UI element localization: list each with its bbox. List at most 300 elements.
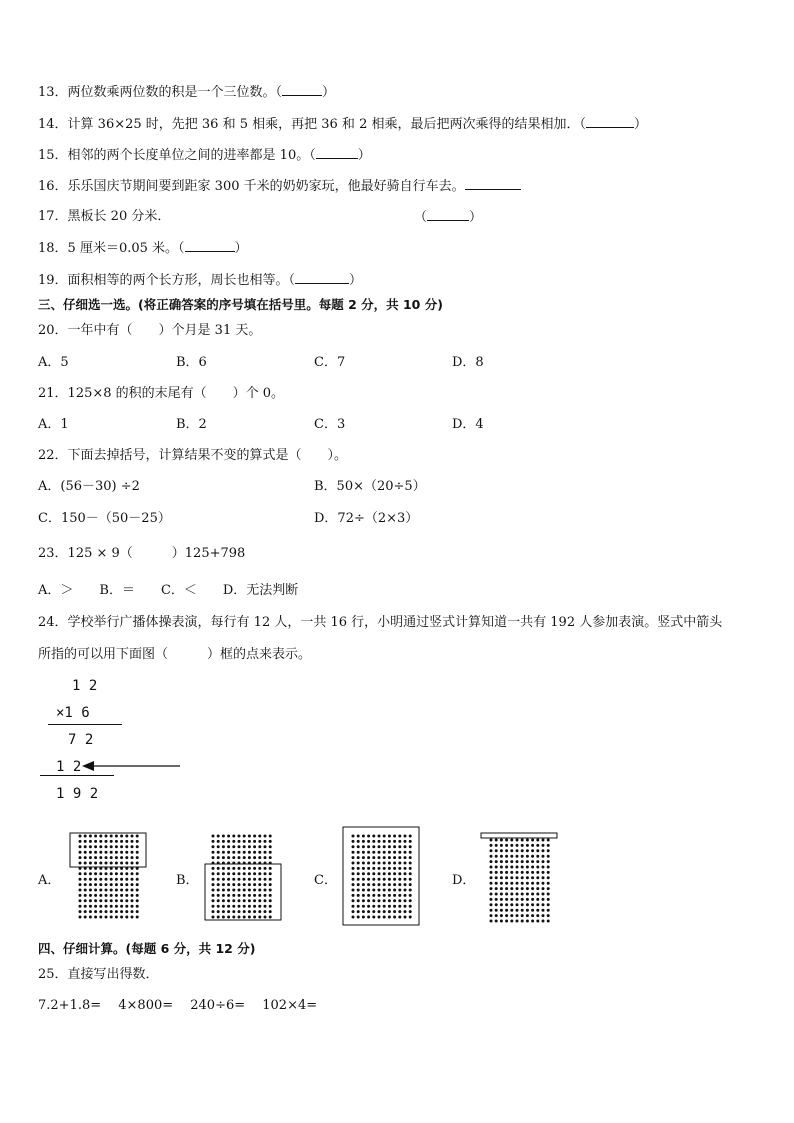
dot bbox=[510, 914, 513, 917]
q21-option-d[interactable]: D．4 bbox=[452, 417, 484, 432]
dot bbox=[490, 893, 493, 896]
dot bbox=[217, 910, 220, 913]
dot bbox=[125, 894, 128, 897]
dot bbox=[258, 899, 261, 902]
dot bbox=[404, 851, 407, 854]
dot bbox=[243, 899, 246, 902]
dot bbox=[409, 835, 412, 838]
dot bbox=[232, 905, 235, 908]
dot bbox=[516, 882, 519, 885]
dot bbox=[367, 889, 370, 892]
dot bbox=[393, 899, 396, 902]
dot bbox=[393, 835, 396, 838]
dot bbox=[495, 844, 498, 847]
dot bbox=[383, 889, 386, 892]
dot bbox=[352, 840, 355, 843]
dot bbox=[510, 920, 513, 923]
dot bbox=[531, 887, 534, 890]
dot bbox=[238, 878, 241, 881]
dot bbox=[212, 878, 215, 881]
dot bbox=[94, 878, 97, 881]
dot bbox=[521, 903, 524, 906]
answer-blank[interactable] bbox=[295, 271, 349, 284]
dot bbox=[222, 899, 225, 902]
dot bbox=[264, 883, 267, 886]
dot bbox=[367, 883, 370, 886]
dot bbox=[490, 876, 493, 879]
dot bbox=[516, 860, 519, 863]
dot bbox=[227, 867, 230, 870]
dot bbox=[89, 899, 92, 902]
dot bbox=[490, 849, 493, 852]
dot bbox=[243, 878, 246, 881]
dot bbox=[264, 916, 267, 919]
dot bbox=[89, 889, 92, 892]
dot bbox=[105, 856, 108, 859]
q21-option-b[interactable]: B．2 bbox=[176, 417, 207, 432]
dot bbox=[253, 905, 256, 908]
dot bbox=[372, 845, 375, 848]
dot bbox=[264, 905, 267, 908]
q22-option-d[interactable]: D．72÷（2×3） bbox=[314, 511, 419, 526]
dot bbox=[131, 905, 134, 908]
dot bbox=[383, 883, 386, 886]
dot bbox=[521, 909, 524, 912]
dot bbox=[84, 916, 87, 919]
dot bbox=[542, 866, 545, 869]
dot bbox=[264, 910, 267, 913]
dot bbox=[362, 867, 365, 870]
dot bbox=[357, 883, 360, 886]
dot bbox=[84, 910, 87, 913]
dot bbox=[352, 894, 355, 897]
dot bbox=[248, 883, 251, 886]
dot bbox=[500, 898, 503, 901]
q21-option-a[interactable]: A．1 bbox=[38, 417, 69, 432]
dot bbox=[521, 855, 524, 858]
dot bbox=[269, 835, 272, 838]
dot bbox=[110, 851, 113, 854]
dot bbox=[115, 910, 118, 913]
dot bbox=[243, 905, 246, 908]
judge-item-18: 18．5 厘米＝0.05 米。（ ） bbox=[38, 241, 248, 256]
q20-option-d[interactable]: D．8 bbox=[452, 355, 484, 370]
dot bbox=[490, 898, 493, 901]
dot bbox=[217, 905, 220, 908]
dot bbox=[510, 849, 513, 852]
dot bbox=[536, 903, 539, 906]
dot bbox=[264, 851, 267, 854]
dot bbox=[238, 851, 241, 854]
dot bbox=[531, 903, 534, 906]
dot bbox=[94, 862, 97, 865]
calc-line-1 bbox=[48, 724, 122, 725]
dot bbox=[352, 916, 355, 919]
dot bbox=[521, 898, 524, 901]
dot-grid-c[interactable] bbox=[342, 826, 432, 926]
dot bbox=[490, 882, 493, 885]
dot bbox=[362, 889, 365, 892]
dot bbox=[125, 899, 128, 902]
dot bbox=[383, 856, 386, 859]
dot bbox=[404, 916, 407, 919]
dot bbox=[120, 894, 123, 897]
dot bbox=[89, 840, 92, 843]
frame-d bbox=[481, 833, 557, 838]
dot bbox=[89, 883, 92, 886]
dot bbox=[227, 916, 230, 919]
dot bbox=[526, 914, 529, 917]
dot bbox=[79, 889, 82, 892]
dot bbox=[542, 920, 545, 923]
dot bbox=[79, 883, 82, 886]
dot bbox=[409, 845, 412, 848]
section-3-title: 三、仔细选一选。(将正确答案的序号填在括号里。每题 2 分，共 10 分) bbox=[38, 297, 443, 312]
dot-grid-b[interactable] bbox=[204, 830, 294, 930]
dot bbox=[362, 856, 365, 859]
dot bbox=[238, 894, 241, 897]
dot bbox=[378, 883, 381, 886]
q24-stem-line1: 24．学校举行广播体操表演，每行有 12 人，一共 16 行，小明通过竖式计算知道一共有 192 人参加表演。竖式中箭头 bbox=[38, 615, 723, 630]
dot bbox=[89, 910, 92, 913]
dot bbox=[526, 882, 529, 885]
dot bbox=[212, 889, 215, 892]
dot bbox=[536, 860, 539, 863]
q20-option-b[interactable]: B．6 bbox=[176, 355, 207, 370]
dot bbox=[500, 866, 503, 869]
dot bbox=[378, 856, 381, 859]
dot bbox=[521, 844, 524, 847]
dot bbox=[536, 920, 539, 923]
dot bbox=[131, 862, 134, 865]
dot bbox=[536, 898, 539, 901]
dot bbox=[398, 878, 401, 881]
dot bbox=[393, 845, 396, 848]
dot bbox=[521, 839, 524, 842]
dot bbox=[542, 839, 545, 842]
dot bbox=[248, 872, 251, 875]
dot bbox=[212, 840, 215, 843]
q24-option-d-label[interactable]: D． bbox=[452, 873, 476, 888]
dot bbox=[367, 899, 370, 902]
dot bbox=[372, 883, 375, 886]
dot bbox=[526, 920, 529, 923]
dot bbox=[84, 894, 87, 897]
dot bbox=[378, 905, 381, 908]
dot bbox=[253, 867, 256, 870]
dot bbox=[367, 905, 370, 908]
dot bbox=[526, 855, 529, 858]
dot bbox=[542, 882, 545, 885]
dot bbox=[217, 916, 220, 919]
calc-partial-2: 1 2 bbox=[56, 759, 82, 775]
dot bbox=[120, 878, 123, 881]
dot bbox=[388, 910, 391, 913]
dot bbox=[352, 845, 355, 848]
answer-blank[interactable] bbox=[282, 83, 322, 96]
dot bbox=[362, 883, 365, 886]
dot bbox=[516, 876, 519, 879]
dot bbox=[393, 883, 396, 886]
dot bbox=[227, 910, 230, 913]
dot bbox=[212, 894, 215, 897]
dot bbox=[516, 898, 519, 901]
dot bbox=[258, 905, 261, 908]
dot bbox=[110, 905, 113, 908]
dot bbox=[531, 871, 534, 874]
dot bbox=[99, 916, 102, 919]
dot bbox=[521, 920, 524, 923]
dot bbox=[253, 856, 256, 859]
dot bbox=[110, 916, 113, 919]
dot bbox=[362, 840, 365, 843]
dot bbox=[378, 878, 381, 881]
dot bbox=[357, 889, 360, 892]
dot bbox=[547, 844, 550, 847]
dot bbox=[352, 872, 355, 875]
dot bbox=[136, 899, 139, 902]
dot bbox=[269, 910, 272, 913]
dot bbox=[212, 856, 215, 859]
dot bbox=[362, 916, 365, 919]
dot bbox=[542, 876, 545, 879]
dot bbox=[547, 866, 550, 869]
dot bbox=[409, 910, 412, 913]
q20-option-a[interactable]: A．5 bbox=[38, 355, 69, 370]
dot bbox=[490, 839, 493, 842]
dot bbox=[510, 876, 513, 879]
dot bbox=[258, 889, 261, 892]
dot bbox=[131, 835, 134, 838]
q24-option-a-label[interactable]: A． bbox=[38, 873, 61, 888]
dot bbox=[393, 862, 396, 865]
dot bbox=[378, 835, 381, 838]
dot bbox=[398, 840, 401, 843]
dot bbox=[378, 872, 381, 875]
dot bbox=[131, 910, 134, 913]
dot bbox=[542, 860, 545, 863]
dot bbox=[409, 851, 412, 854]
dot bbox=[526, 876, 529, 879]
answer-blank[interactable] bbox=[316, 146, 358, 159]
dot bbox=[536, 849, 539, 852]
q20-option-c[interactable]: C．7 bbox=[314, 355, 346, 370]
dot bbox=[526, 887, 529, 890]
dot bbox=[79, 872, 82, 875]
dot bbox=[516, 871, 519, 874]
dot-grid-d[interactable] bbox=[480, 830, 570, 930]
dot bbox=[84, 905, 87, 908]
dot bbox=[398, 916, 401, 919]
dot bbox=[212, 867, 215, 870]
dot bbox=[500, 839, 503, 842]
q21-option-c[interactable]: C．3 bbox=[314, 417, 346, 432]
answer-blank[interactable] bbox=[185, 239, 235, 252]
answer-blank[interactable] bbox=[586, 115, 634, 128]
dot bbox=[531, 914, 534, 917]
dot bbox=[89, 878, 92, 881]
dot bbox=[217, 899, 220, 902]
dot bbox=[388, 889, 391, 892]
dot bbox=[409, 878, 412, 881]
judge-item-15: 15．相邻的两个长度单位之间的进率都是 10。（ ） bbox=[38, 148, 371, 163]
dot bbox=[232, 872, 235, 875]
answer-blank[interactable] bbox=[465, 177, 521, 190]
dot bbox=[352, 856, 355, 859]
dot bbox=[510, 866, 513, 869]
dot bbox=[243, 883, 246, 886]
dot bbox=[84, 840, 87, 843]
dot bbox=[238, 845, 241, 848]
dot bbox=[398, 835, 401, 838]
dot bbox=[227, 872, 230, 875]
q22-stem: 22．下面去掉括号，计算结果不变的算式是（ ）。 bbox=[38, 448, 348, 463]
dot bbox=[500, 882, 503, 885]
dot bbox=[89, 894, 92, 897]
dot bbox=[393, 894, 396, 897]
dot bbox=[521, 849, 524, 852]
dot bbox=[372, 835, 375, 838]
dot bbox=[248, 916, 251, 919]
dot bbox=[378, 862, 381, 865]
dot bbox=[531, 898, 534, 901]
dot bbox=[362, 899, 365, 902]
dot bbox=[490, 844, 493, 847]
dot bbox=[536, 876, 539, 879]
dot bbox=[264, 835, 267, 838]
q22-option-c[interactable]: C．150－（50－25） bbox=[38, 511, 171, 526]
dot bbox=[227, 889, 230, 892]
dot bbox=[516, 920, 519, 923]
dot bbox=[372, 899, 375, 902]
dot bbox=[212, 916, 215, 919]
dot bbox=[372, 840, 375, 843]
dot bbox=[516, 866, 519, 869]
dot bbox=[136, 889, 139, 892]
dot bbox=[131, 872, 134, 875]
dot bbox=[217, 856, 220, 859]
dot bbox=[253, 878, 256, 881]
q24-stem-line2: 所指的可以用下面图（ ）框的点来表示。 bbox=[38, 647, 312, 662]
dot bbox=[398, 862, 401, 865]
dot bbox=[505, 898, 508, 901]
dot bbox=[120, 851, 123, 854]
dot bbox=[505, 876, 508, 879]
dot bbox=[253, 889, 256, 892]
dot bbox=[500, 903, 503, 906]
q23-stem: 23．125 × 9（ ）125+798 bbox=[38, 546, 246, 561]
dot bbox=[243, 889, 246, 892]
dot bbox=[253, 910, 256, 913]
dot bbox=[372, 894, 375, 897]
dot bbox=[404, 905, 407, 908]
q22-option-b[interactable]: B．50×（20÷5） bbox=[314, 479, 426, 494]
dot bbox=[84, 845, 87, 848]
dot bbox=[409, 856, 412, 859]
dot bbox=[217, 894, 220, 897]
dot bbox=[490, 855, 493, 858]
dot bbox=[258, 910, 261, 913]
dot bbox=[536, 866, 539, 869]
dot bbox=[110, 862, 113, 865]
dot bbox=[398, 856, 401, 859]
dot bbox=[227, 894, 230, 897]
dot bbox=[409, 899, 412, 902]
dot bbox=[398, 905, 401, 908]
dot bbox=[378, 845, 381, 848]
dot bbox=[105, 851, 108, 854]
dot bbox=[115, 889, 118, 892]
judge-item-17: 17．黑板长 20 分米． bbox=[38, 209, 171, 224]
dot bbox=[125, 878, 128, 881]
dot bbox=[404, 845, 407, 848]
dot bbox=[367, 862, 370, 865]
dot bbox=[388, 845, 391, 848]
dot bbox=[505, 903, 508, 906]
dot bbox=[521, 860, 524, 863]
dot bbox=[227, 883, 230, 886]
dot bbox=[248, 905, 251, 908]
dot bbox=[378, 889, 381, 892]
q24-option-c-label[interactable]: C． bbox=[314, 873, 337, 888]
dot bbox=[125, 889, 128, 892]
dot bbox=[222, 905, 225, 908]
dot bbox=[398, 899, 401, 902]
dot bbox=[357, 872, 360, 875]
dot bbox=[222, 916, 225, 919]
dot bbox=[409, 872, 412, 875]
q24-option-b-label[interactable]: B． bbox=[176, 873, 199, 888]
dot bbox=[269, 840, 272, 843]
dot bbox=[131, 878, 134, 881]
dot bbox=[505, 866, 508, 869]
dot bbox=[367, 840, 370, 843]
dot bbox=[536, 893, 539, 896]
dot bbox=[248, 835, 251, 838]
dot bbox=[409, 894, 412, 897]
dot bbox=[362, 845, 365, 848]
dot bbox=[521, 882, 524, 885]
dot bbox=[521, 876, 524, 879]
dot bbox=[352, 867, 355, 870]
dot bbox=[526, 909, 529, 912]
dot bbox=[378, 899, 381, 902]
dot bbox=[505, 839, 508, 842]
dot bbox=[258, 894, 261, 897]
q25-stem: 25．直接写出得数． bbox=[38, 967, 159, 982]
dot bbox=[383, 845, 386, 848]
dot bbox=[383, 910, 386, 913]
answer-blank[interactable] bbox=[427, 208, 469, 221]
dot bbox=[404, 862, 407, 865]
dot bbox=[388, 862, 391, 865]
dot bbox=[510, 887, 513, 890]
q22-option-a[interactable]: A．(56－30) ÷2 bbox=[38, 479, 140, 494]
dot bbox=[94, 845, 97, 848]
dot bbox=[500, 860, 503, 863]
dot bbox=[547, 914, 550, 917]
dot bbox=[536, 844, 539, 847]
dot-grid-a[interactable] bbox=[68, 830, 158, 930]
judge-item-17-answer: （ ） bbox=[414, 210, 483, 225]
dot bbox=[258, 883, 261, 886]
dot bbox=[243, 845, 246, 848]
dot bbox=[510, 909, 513, 912]
dot bbox=[495, 903, 498, 906]
q23-options[interactable]: A．＞ B．＝ C．＜ D．无法判断 bbox=[38, 583, 299, 598]
dot bbox=[495, 866, 498, 869]
dot bbox=[362, 894, 365, 897]
